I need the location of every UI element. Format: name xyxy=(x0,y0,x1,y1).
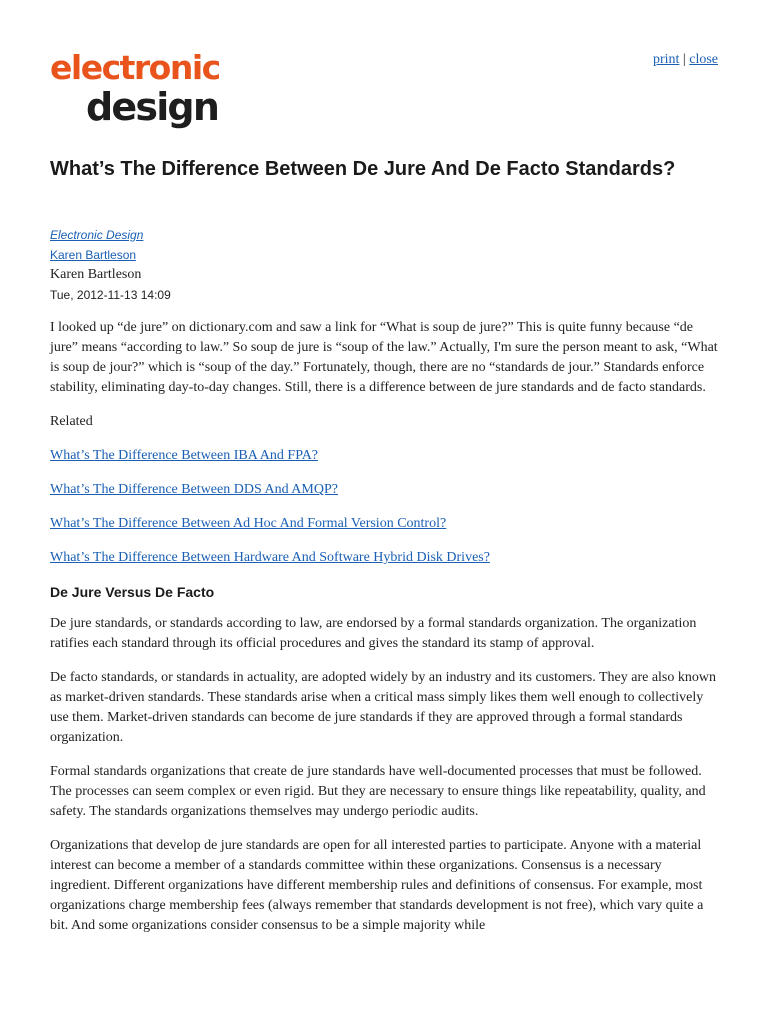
close-link[interactable]: close xyxy=(689,52,718,67)
print-link[interactable]: print xyxy=(652,52,680,67)
body-paragraph: Organizations that develop de jure standards are open for all interested parties to participate. Anyone with a material interest can become a member of a standards committee within these organizations. Consensus is a necessary ingredient. Different organizations have different membership rules and definitions of consensus. For example, most organizations charge membership fees (always remember that standards development is not free), which vary quite a bit. And some organizations consider consensus to be a simple majority while xyxy=(50,838,704,933)
body-paragraph: Formal standards organizations that create de jure standards have well-documented processes that must be followed. The processes can seem complex or even rigid. But they are necessary to ensure things like repeatability, quality, and safety. The standards organizations themselves may undergo periodic audits. xyxy=(50,764,706,819)
related-link[interactable]: What’s The Difference Between Ad Hoc And Formal Version Control? xyxy=(50,516,447,531)
related-link[interactable]: What’s The Difference Between Hardware And Software Hybrid Disk Drives? xyxy=(50,550,490,565)
link-separator: | xyxy=(682,52,686,67)
publication-link[interactable]: Electronic Design xyxy=(50,228,144,242)
article-body xyxy=(50,318,722,950)
logo-line-2: design xyxy=(86,85,219,129)
site-logo[interactable] xyxy=(50,50,225,135)
top-links xyxy=(653,52,718,68)
author-name: Karen Bartleson xyxy=(50,267,142,282)
publish-date: Tue, 2012-11-13 14:09 xyxy=(50,288,171,302)
article-meta xyxy=(50,225,171,305)
author-link[interactable]: Karen Bartleson xyxy=(50,248,137,262)
body-paragraph: De facto standards, or standards in actuality, are adopted widely by an industry and its customers. They are also known as market-driven standards. These standards arise when a critical mass simply likes them well enough to collectively use them. Market-driven standards can become de jure standards if they are approved through a formal standards organization. xyxy=(50,670,716,745)
logo-line-1: electronic xyxy=(50,48,220,87)
related-link[interactable]: What’s The Difference Between IBA And FPA? xyxy=(50,448,319,463)
section-heading: De Jure Versus De Facto xyxy=(50,584,215,600)
body-paragraph: De jure standards, or standards according to law, are endorsed by a formal standards organization. The organization ratifies each standard through its official procedures and gives the standard its stamp of approval. xyxy=(50,616,697,651)
article-title: What’s The Difference Between De Jure And De Facto Standards? xyxy=(50,158,676,180)
intro-paragraph: I looked up “de jure” on dictionary.com and saw a link for “What is soup de jure?” This is quite funny because “de jure” means “according to law.” So soup de jure is “soup of the law.” Actually, I'm sure the person meant to ask, “What is soup de jour?” which is “soup of the day.” Fortunately, though, there are no “standards de jour.” Standards enforce stability, eliminating day-to-day changes. Still, there is a difference between de jure standards and de facto standards. xyxy=(50,320,718,395)
related-link[interactable]: What’s The Difference Between DDS And AMQP? xyxy=(50,482,338,497)
related-label: Related xyxy=(50,414,93,429)
